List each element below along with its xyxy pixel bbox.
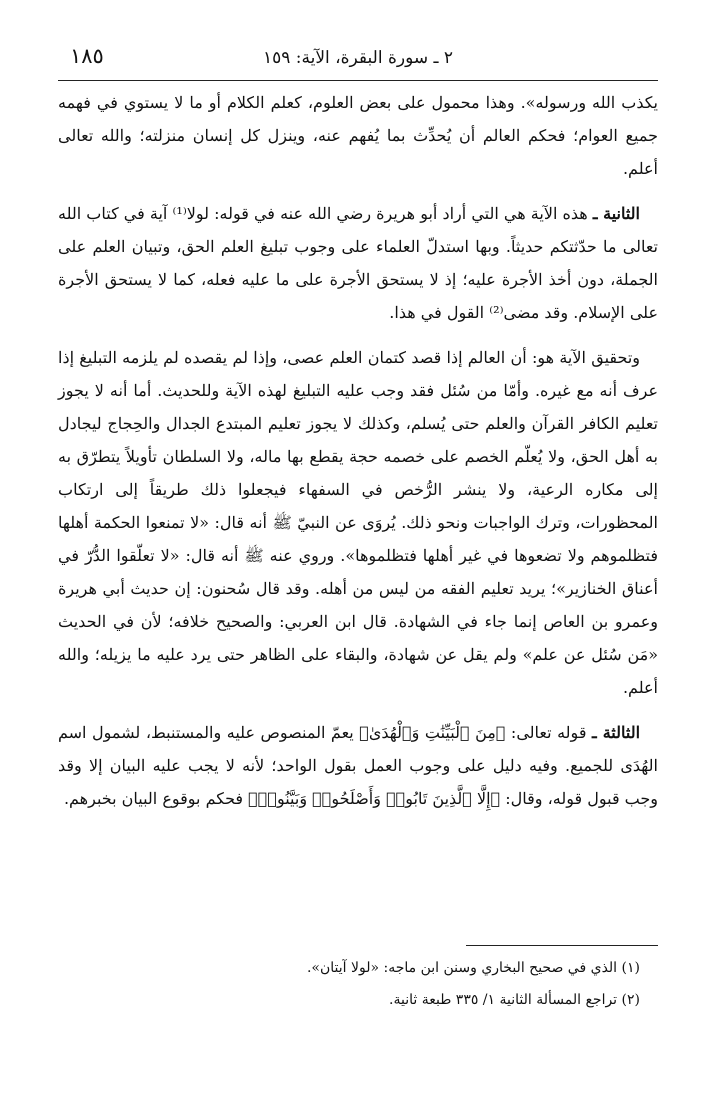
paragraph-text: هذه الآية هي التي أراد أبو هريرة رضي الله عنه في قوله: لولا⁽¹⁾ آية في كتاب الله تعالى ما حدّثتكم حديثاً. وبها استدلّ العلماء على وجوب تبليغ العلم الحق، وتبيان العلم على الجملة، دون أخذ الأجرة عليه؛ إذ لا يستحق الأجرة على ما عليه فعله، كما لا يستحق الأجرة على الإسلام. وقد مضى⁽²⁾ القول في هذا.	[58, 204, 658, 322]
page-header	[60, 42, 656, 80]
paragraph-third-issue	[58, 716, 658, 815]
paragraph-text: وتحقيق الآية هو: أن العالم إذا قصد كتمان العلم عصى، وإذا لم يقصده لم يلزمه التبليغ إذا عرف أنه مع غيره. وأمّا من سُئل فقد وجب عليه التبليغ لهذه الآية وللحديث. أما أنه لا يجوز تعليم الكافر القرآن والعلم حتى يُسلم، وكذلك لا يجوز تعليم المبتدع الجدال والحِجاج ليجادل به أهل الحق، ولا يُعلّم الخصم على خصمه حجة يقطع بها ماله، ولا السلطان تأويلاً يتطرّق به إلى مكاره الرعية، ولا ينشر الرُّخص في السفهاء فيجعلوا ذلك طريقاً إلى ارتكاب المحظورات، وترك الواجبات ونحو ذلك. يُروَى عن النبيّ ﷺ أنه قال: «لا تمنعوا الحكمة أهلها فتظلموهم ولا تضعوها في غير أهلها فتظلموها». وروي عنه ﷺ أنه قال: «لا تعلّقوا الدُّرّ في أعناق الخنازير»؛ يريد تعليم الفقه من ليس من أهله. وقد قال سُحنون: إن حديث أبي هريرة وعمرو بن العاص إنما جاء في الشهادة. قال ابن العربي: والصحيح خلافه؛ لأن في الحديث «مَن سُئل عن علم» ولم يقل عن شهادة، والبقاء على الظاهر حتى يرد عليه ما يزيله؛ والله أعلم.	[58, 348, 659, 697]
paragraph-second-issue	[58, 197, 658, 329]
issue-heading: الثانية ـ	[592, 204, 641, 223]
header-divider	[58, 80, 658, 81]
paragraph-verification	[58, 341, 658, 704]
paragraph-text: يكذب الله ورسوله». وهذا محمول على بعض العلوم، كعلم الكلام أو ما لا يستوي في فهمه جميع العوام؛ فحكم العالم أن يُحدِّث بما يُفهم عنه، وينزل كل إنسان منزلته؛ والله تعالى أعلم.	[58, 93, 658, 178]
paragraph-continuation	[58, 86, 658, 185]
issue-heading: الثالثة ـ	[592, 723, 641, 742]
footnotes	[58, 952, 658, 1016]
paragraph-text: قوله تعالى: ﴿مِنَ ٱلْبَيِّنَٰتِ وَٱلْهُدَىٰ﴾ يعمّ المنصوص عليه والمستنبط، لشمول اسم الهُدَى للجميع. وفيه دليل على وجوب العمل بقول الواحد؛ لأنه لا يجب عليه البيان إلا وقد وجب قبول قوله، وقال: ﴿إِلَّا ٱلَّذِينَ تَابُوا۟ وَأَصْلَحُوا۟ وَبَيَّنُوا۟﴾ فحكم بوقوع البيان بخبرهم.	[58, 723, 659, 808]
footnote-1: (١) الذي في صحيح البخاري وسنن ابن ماجه: «لولا آيتان».	[306, 960, 640, 976]
footnote-2: (٢) تراجع المسألة الثانية ١/ ٣٣٥ طبعة ثانية.	[389, 992, 640, 1008]
running-title: ٢ ـ سورة البقرة، الآية: ١٥٩	[262, 48, 454, 68]
footnote-divider	[466, 945, 658, 946]
main-text	[58, 86, 658, 827]
page-number: ١٨٥	[70, 44, 104, 68]
